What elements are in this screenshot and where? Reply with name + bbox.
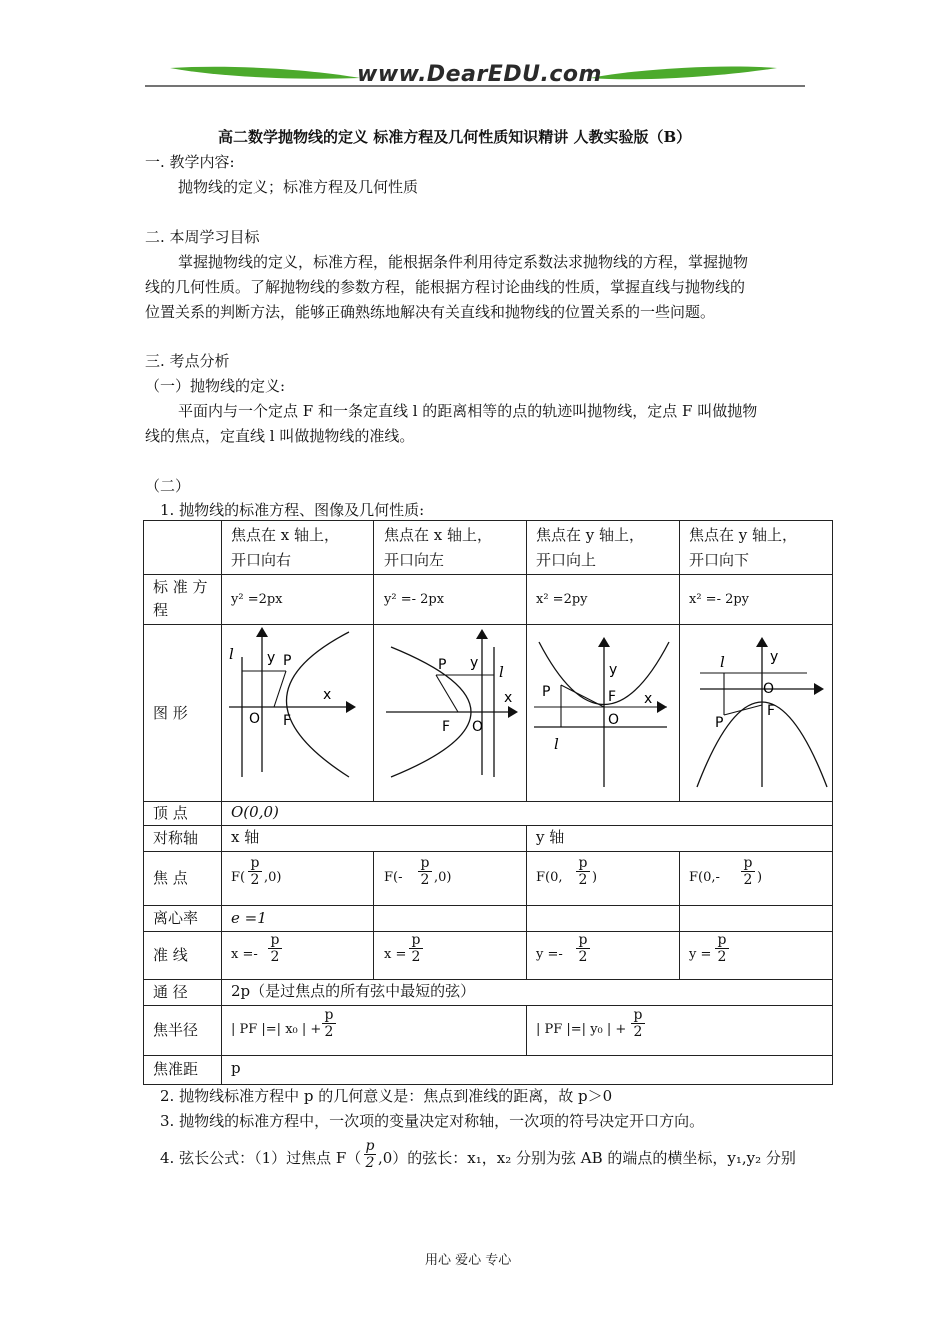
header-cell: 焦点在 y 轴上， xyxy=(536,526,645,544)
focal-radius-x: | PF |=| x₀ | + xyxy=(231,1022,322,1037)
header-cell: 焦点在 y 轴上， xyxy=(689,526,798,544)
row-label-vertex: 顶 点 xyxy=(153,804,188,822)
directrix-fraction: $\frac{p}{2}$ xyxy=(576,932,590,965)
page-footer: 用心 爱心 专心 xyxy=(425,1253,512,1268)
header-cell: 开口向右 xyxy=(231,551,292,569)
sec2-line: 位置关系的判断方法，能够正确熟练地解决有关直线和抛物线的位置关系的一些问题。 xyxy=(145,303,716,321)
row-label-graph: 图 形 xyxy=(153,704,188,722)
directrix-fraction: $\frac{p}{2}$ xyxy=(409,932,423,965)
svg-text:O: O xyxy=(763,681,775,697)
vertex-value: O(0,0) xyxy=(231,803,279,821)
equation-cell: x² =2py xyxy=(536,592,588,607)
row-label-latus: 通 径 xyxy=(153,983,188,1001)
sec1-heading: 一. 教学内容: xyxy=(145,153,235,171)
graph-label-l: l xyxy=(229,645,234,663)
directrix-prefix: y =- xyxy=(536,947,563,962)
svg-text:P: P xyxy=(283,653,292,669)
sec3-item1: 1. 抛物线的标准方程、图像及几何性质: xyxy=(160,501,425,519)
item4-fraction: $\frac{p}{2}$ xyxy=(365,1138,375,1171)
focal-radius-y: | PF |=| y₀ | + xyxy=(536,1022,627,1037)
focal-radius-fraction: $\frac{p}{2}$ xyxy=(631,1007,645,1040)
svg-text:F: F xyxy=(608,689,617,705)
header-logo xyxy=(145,56,805,92)
focus-prefix: F(- xyxy=(384,870,403,885)
svg-text:P: P xyxy=(438,657,447,673)
equation-cell: y² =2px xyxy=(231,592,283,607)
svg-text:F: F xyxy=(283,713,292,729)
svg-text:y: y xyxy=(267,650,276,666)
header-cell: 焦点在 x 轴上， xyxy=(231,526,339,544)
svg-text:O: O xyxy=(472,719,484,735)
svg-text:P: P xyxy=(715,715,724,731)
row-label-ecc: 离心率 xyxy=(153,909,199,927)
sec3-def-line: 线的焦点，定直线 l 叫做抛物线的准线。 xyxy=(145,427,415,445)
row-label-axis: 对称轴 xyxy=(153,829,199,847)
equation-cell: x² =- 2py xyxy=(689,592,750,607)
svg-text:P: P xyxy=(542,684,551,700)
svg-text:y: y xyxy=(609,662,618,678)
svg-text:l: l xyxy=(499,663,504,681)
row-label-focus: 焦 点 xyxy=(153,869,188,887)
graph-opens-up xyxy=(529,627,677,799)
item4-b: ,0）的弦长：x₁，x₂ 分别为弦 AB 的端点的横坐标，y₁,y₂ 分别 xyxy=(378,1149,796,1167)
focus-suffix: ) xyxy=(592,870,598,885)
latus-value: 2p（是过焦点的所有弦中最短的弦） xyxy=(231,982,476,1000)
sec3-heading: 三. 考点分析 xyxy=(145,352,230,370)
focus-suffix: ) xyxy=(757,870,763,885)
svg-text:l: l xyxy=(554,735,559,753)
focus-suffix: ,0) xyxy=(264,870,282,885)
graph-opens-right xyxy=(224,627,372,799)
svg-text:O: O xyxy=(608,712,620,728)
svg-text:F: F xyxy=(767,703,776,719)
focus-fraction: $\frac{p}{2}$ xyxy=(576,855,590,888)
focus-suffix: ,0) xyxy=(434,870,452,885)
item4-a: 4. 弦长公式：（1）过焦点 F（ xyxy=(160,1149,362,1167)
directrix-prefix: x = xyxy=(384,947,407,962)
focal-dist-value: p xyxy=(231,1059,241,1077)
sec2-line: 线的几何性质。了解抛物线的参数方程，能根据方程讨论曲线的性质，掌握直线与抛物线的 xyxy=(145,278,746,296)
sec3-def-line: 平面内与一个定点 F 和一条定直线 l 的距离相等的点的轨迹叫抛物线，定点 F 叫做抛物 xyxy=(178,402,758,420)
sec3-sub1: （一）抛物线的定义: xyxy=(145,377,286,395)
directrix-fraction: $\frac{p}{2}$ xyxy=(715,932,729,965)
ecc-value: e =1 xyxy=(231,909,267,927)
axis-y: y 轴 xyxy=(536,828,565,846)
graph-opens-left xyxy=(376,627,524,799)
header-cell: 开口向左 xyxy=(384,551,445,569)
svg-text:y: y xyxy=(770,649,779,665)
page-title: 高二数学抛物线的定义 标准方程及几何性质知识精讲 人教实验版（B） xyxy=(218,128,692,146)
directrix-fraction: $\frac{p}{2}$ xyxy=(268,932,282,965)
row-label-focal-radius: 焦半径 xyxy=(153,1021,199,1039)
item3: 3. 抛物线的标准方程中，一次项的变量决定对称轴，一次项的符号决定开口方向。 xyxy=(160,1112,705,1130)
focus-fraction: $\frac{p}{2}$ xyxy=(418,855,432,888)
focus-prefix: F( xyxy=(231,870,246,885)
directrix-prefix: y = xyxy=(689,947,712,962)
header-cell: 开口向上 xyxy=(536,551,597,569)
svg-text:F: F xyxy=(442,719,451,735)
focus-prefix: F(0, xyxy=(536,870,563,885)
row-label-directrix: 准 线 xyxy=(153,946,188,964)
focal-radius-fraction: $\frac{p}{2}$ xyxy=(322,1007,336,1040)
header-cell: 开口向下 xyxy=(689,551,750,569)
row-label-standard: 程 xyxy=(153,601,169,619)
equation-cell: y² =- 2px xyxy=(384,592,445,607)
axis-x: x 轴 xyxy=(231,828,260,846)
item2: 2. 抛物线标准方程中 p 的几何意义是：焦点到准线的距离，故 p＞0 xyxy=(160,1087,613,1105)
svg-text:x: x xyxy=(504,690,513,706)
sec1-body: 抛物线的定义；标准方程及几何性质 xyxy=(178,178,419,196)
sec3-sub2: （二） xyxy=(145,477,191,495)
svg-text:x: x xyxy=(644,691,653,707)
focus-prefix: F(0,- xyxy=(689,870,720,885)
header-cell: 焦点在 x 轴上， xyxy=(384,526,492,544)
focus-fraction: $\frac{p}{2}$ xyxy=(248,855,262,888)
svg-text:y: y xyxy=(470,655,479,671)
row-label-standard: 标 准 方 xyxy=(153,578,208,596)
svg-text:l: l xyxy=(720,653,725,671)
sec2-heading: 二. 本周学习目标 xyxy=(145,228,260,246)
directrix-prefix: x =- xyxy=(231,947,258,962)
svg-text:O: O xyxy=(249,711,261,727)
focus-fraction: $\frac{p}{2}$ xyxy=(741,855,755,888)
graph-opens-down xyxy=(682,627,830,799)
parabola-properties-table xyxy=(143,520,833,1085)
svg-text:x: x xyxy=(323,687,332,703)
row-label-focal-dist: 焦准距 xyxy=(153,1060,199,1078)
logo-text: www.DearEDU.com xyxy=(357,62,602,87)
sec2-line: 掌握抛物线的定义，标准方程，能根据条件利用待定系数法求抛物线的方程，掌握抛物 xyxy=(178,253,749,271)
